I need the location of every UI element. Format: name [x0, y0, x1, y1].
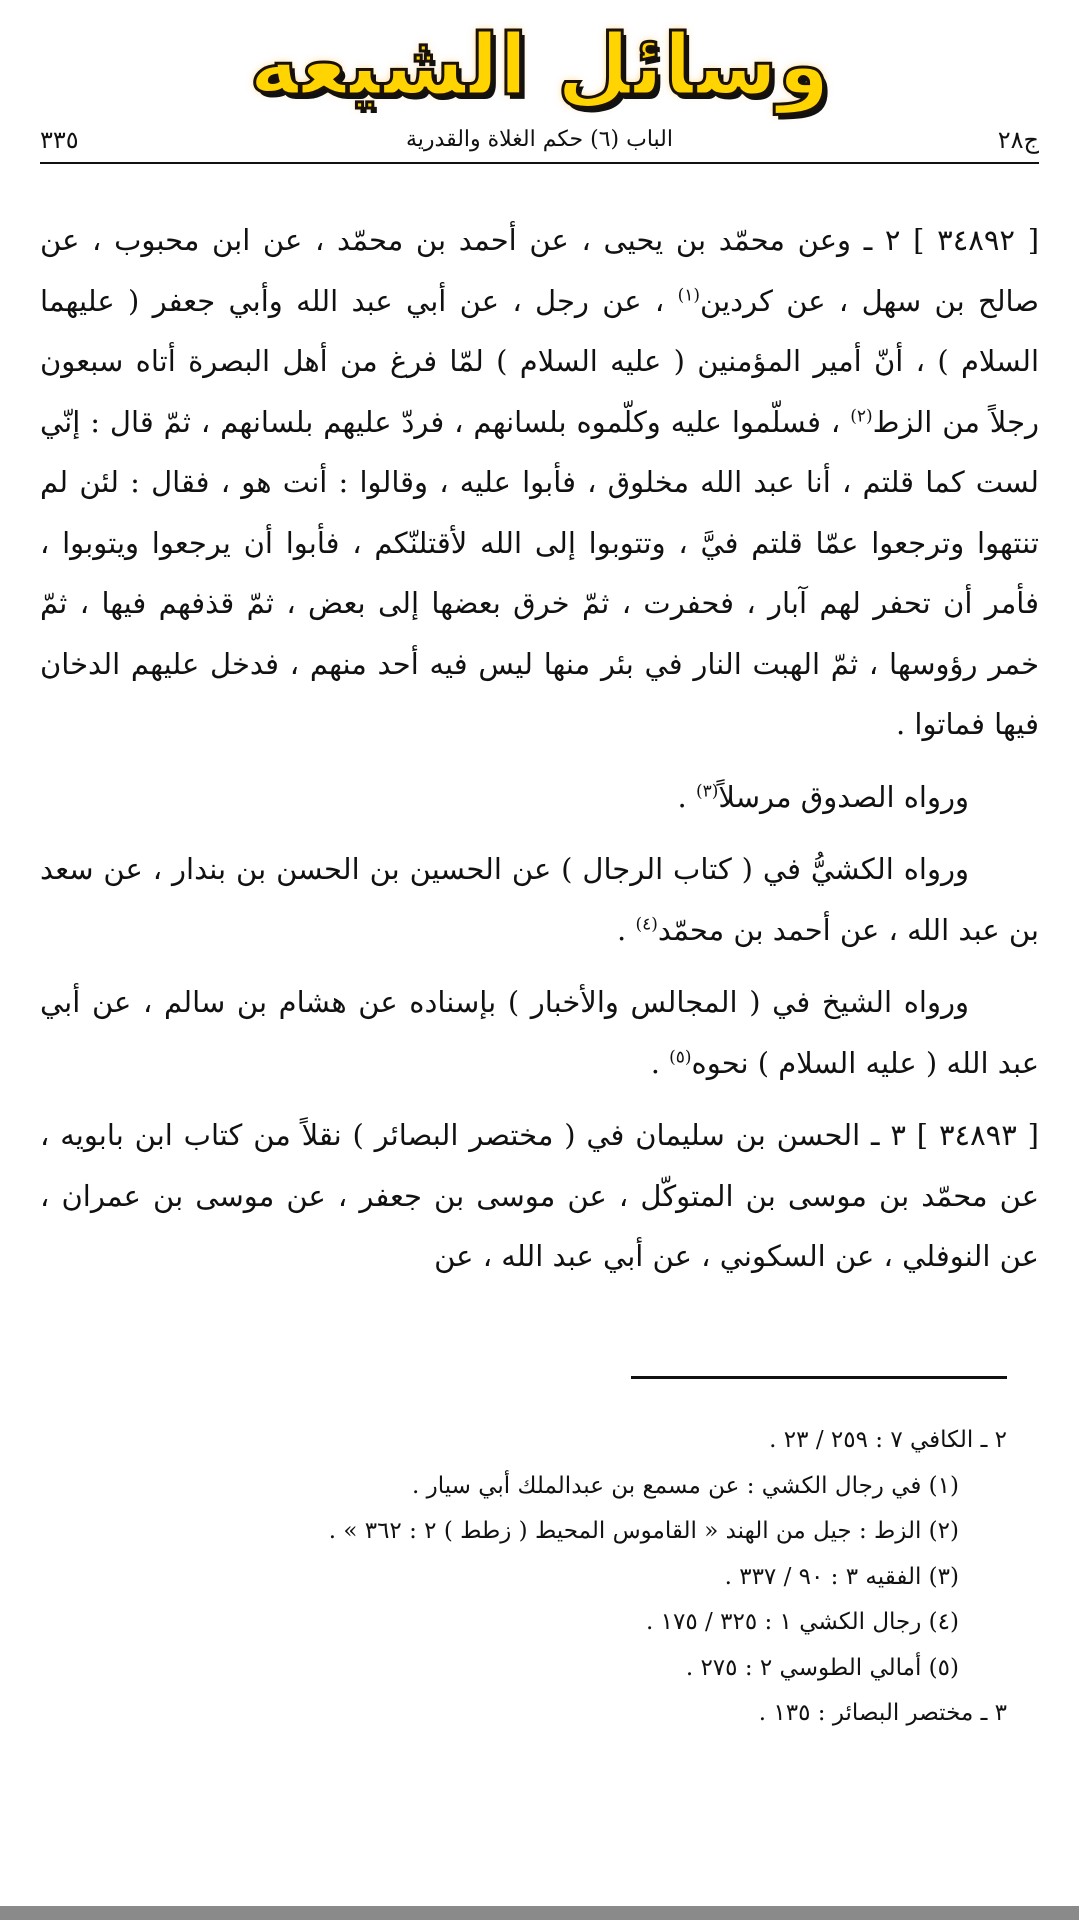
hadith-paragraph [40, 210, 1039, 755]
volume-label: ج٢٨ [997, 126, 1039, 154]
footnote-item: (٣) الفقيه ٣ : ٩٠ / ٣٣٧ . [724, 1563, 959, 1590]
running-head [40, 122, 1039, 158]
footnote-ref: (٢) [850, 405, 873, 426]
hadith-paragraph [40, 1105, 1039, 1287]
footnote-item: ٣ ـ مختصر البصائر : ١٣٥ . [758, 1700, 1007, 1726]
main-text [40, 210, 1039, 1299]
narration-text: ورواه الشيخ في ( المجالس والأخبار ) بإسناده عن هشام بن سالم ، عن أبي عبد الله ( عليه السلام ) نحوه [40, 985, 1039, 1080]
narration-end: . [617, 912, 627, 947]
chapter-title: الباب (٦) حكم الغلاة والقدرية [406, 127, 673, 152]
footnote-item: (١) في رجال الكشي : عن مسمع بن عبدالملك أبي سيار . [411, 1472, 959, 1499]
book-title-logo: وسائل الشيعه [249, 16, 830, 114]
narration-text: ورواه الكشيُّ في ( كتاب الرجال ) عن الحسين بن الحسن بن بندار ، عن سعد بن عبد الله ، عن أحمد بن محمّد [40, 852, 1039, 947]
hadith-sequence: ٢ ـ [863, 223, 901, 257]
hadith-text: وعن محمّد بن يحيى ، عن أحمد بن محمّد ، عن ابن محبوب ، عن صالح بن سهل ، عن كردين [40, 223, 1039, 318]
footnote-item: ٢ ـ الكافي ٧ : ٢٥٩ / ٢٣ . [769, 1427, 1007, 1453]
narration-end: . [650, 1045, 660, 1080]
footnote-divider [631, 1376, 1007, 1379]
hadith-text: ، عن رجل ، عن أبي عبد الله وأبي جعفر ( عليهما السلام ) ، أنّ أمير المؤمنين ( عليه السلام ) لمّا فرغ من أهل البصرة أتاه سبعون رجلاً من الزط [40, 283, 1040, 439]
footnote-ref: (٤) [635, 913, 658, 934]
footnotes [40, 1418, 1007, 1737]
hadith-number: [ ٣٤٨٩٢ ] [913, 223, 1040, 257]
header-divider [40, 162, 1039, 164]
footnote-ref: (٣) [695, 780, 719, 801]
footnote-ref: (١) [677, 284, 701, 305]
bottom-scroll-edge [0, 1906, 1079, 1920]
footnote-item: (٥) أمالي الطوسي ٢ : ٢٧٥ . [685, 1654, 959, 1681]
hadith-sequence: ٣ ـ [871, 1118, 906, 1152]
narration-paragraph [40, 839, 1039, 960]
footnote-item: (٢) الزط : جيل من الهند « القاموس المحيط ( زطط ) ٢ : ٣٦٢ » . [328, 1518, 959, 1544]
footnote-ref: (٥) [669, 1046, 692, 1067]
hadith-number: [ ٣٤٨٩٣ ] [916, 1118, 1039, 1152]
hadith-text: الحسن بن سليمان في ( مختصر البصائر ) نقلاً من كتاب ابن بابويه ، عن محمّد بن موسى بن المتوكّل ، عن موسى بن جعفر ، عن موسى بن عمران ، عن النوفلي ، عن السكوني ، عن أبي عبد الله ، عن [40, 1118, 1039, 1273]
hadith-text: ، فسلّموا عليه وكلّموه بلسانهم ، فردّ عليهم بلسانهم ، ثمّ قال : إنّي لست كما قلتم ، أنا عبد الله مخلوق ، فأبوا عليه ، وقالوا : أنت هو ، فقال : لئن لم تنتهوا وترجعوا عمّا قلتم فيَّ ، وتتوبوا إلى الله لأقتلنّكم ، فأبوا أن يرجعوا ويتوبوا ، فأمر أن تحفر لهم آبار ، فحفرت ، ثمّ خرق بعضها إلى بعض ، ثمّ قذفهم فيها ، ثمّ خمر رؤوسها ، ثمّ الهبت النار في بئر منها ليس فيه أحد منهم ، فدخل عليهم الدخان فيها فماتوا . [40, 404, 1039, 741]
footnote-item: (٤) رجال الكشي ١ : ٣٢٥ / ١٧٥ . [646, 1609, 959, 1635]
page-number: ٣٣٥ [40, 126, 79, 154]
narration-paragraph [40, 767, 1039, 828]
narration-end: . [677, 779, 687, 814]
narration-paragraph [40, 972, 1039, 1093]
narration-text: ورواه الصدوق مرسلاً [718, 779, 969, 814]
